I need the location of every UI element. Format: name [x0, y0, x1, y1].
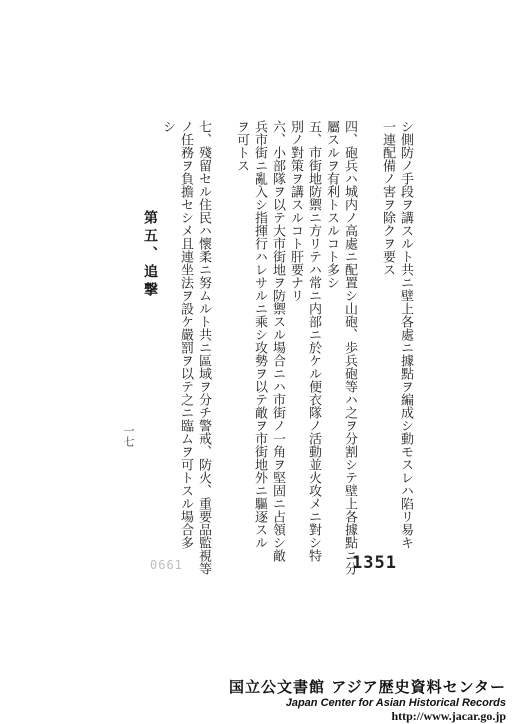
- archive-footer: [196, 676, 506, 724]
- text-column-2: 一連配備ノ害ヲ除クヲ要ス: [380, 120, 395, 276]
- footer-english-name: Japan Center for Asian Historical Records: [285, 697, 506, 709]
- text-column-12: シ: [160, 120, 175, 133]
- chapter-heading: 第五、追撃: [142, 210, 158, 300]
- text-column-5: 五、市街地防禦ニ方リテハ常ニ内部ニ於ケル便衣隊ノ活動並火攻メニ對シ特: [306, 120, 321, 562]
- text-column-4: 屬スルヲ有利トスルコト多シ: [324, 120, 339, 289]
- text-column-10: 七、殘留セル住民ハ懷柔ニ努ムルト共ニ區域ヲ分チ警戒、防火、重要品監視等: [196, 120, 211, 575]
- text-column-6: 別ノ對策ヲ講スルコト肝要ナリ: [288, 120, 303, 302]
- text-column-3: 四、砲兵ハ城内ノ高處ニ配置シ山砲、歩兵砲等ハ之ヲ分割シテ壁上各據點ニ分: [342, 120, 357, 575]
- text-column-1: シ側防ノ手段ヲ講スルト共ニ壁上各處ニ據點ヲ編成シ動モスレハ陷リ易キ: [398, 120, 413, 549]
- text-column-9: ヲ可トス: [234, 120, 249, 172]
- text-column-11: ノ任務ヲ負擔セシメ且連坐法ヲ設ケ嚴罰ヲ以テ之ニ臨ムヲ可トスル場合多: [178, 120, 193, 549]
- footer-url: http://www.jacar.go.jp: [391, 709, 506, 723]
- page-folio: 一七: [122, 425, 135, 447]
- text-column-8: 兵市街ニ亂入シ指揮行ハレサルニ乘シ攻勢ヲ以テ敵ヲ市街地外ニ驅逐スル: [252, 120, 267, 549]
- stamp-number: 1351: [352, 553, 397, 573]
- footer-archive-name: 国立公文書館 アジア歴史資料センター: [228, 678, 506, 696]
- faint-page-number: 0661: [150, 558, 183, 572]
- text-column-7: 六、小部隊ヲ以テ大市街地ヲ防禦スル場合ニハ市街ノ一角ヲ堅固ニ占領シ敵: [270, 120, 285, 562]
